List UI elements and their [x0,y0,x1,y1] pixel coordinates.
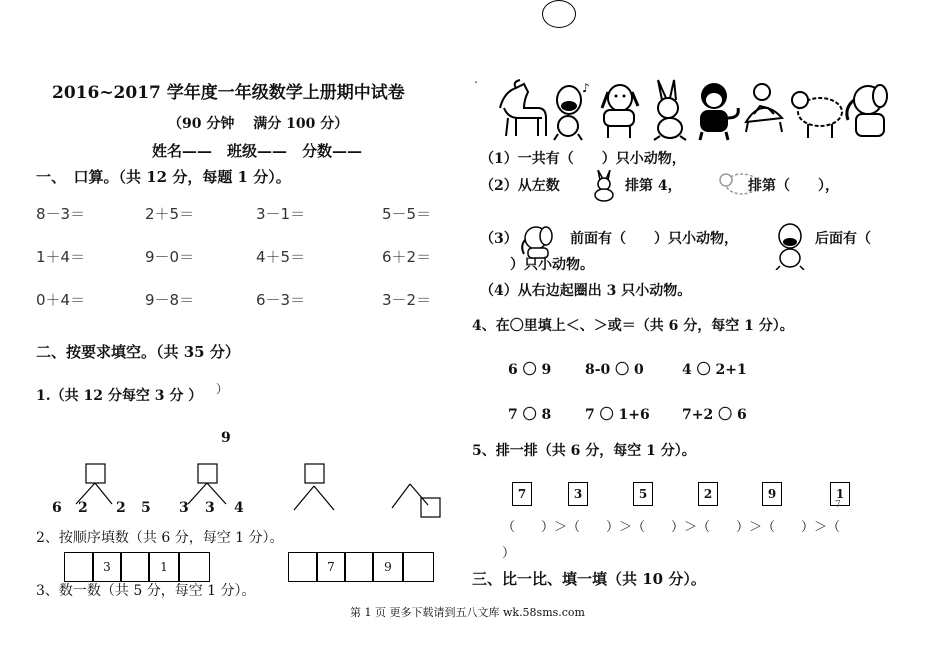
section6-heading: 三、比一比、填一填（共 10 分）。 [472,570,706,588]
order-blanks: （ ）＞（ ）＞（ ）＞（ ）＞（ ）＞（ [502,520,841,535]
dog-icon [602,85,638,138]
sequence-cell: 7 [316,552,346,582]
sequence-cell: 9 [372,552,404,582]
compare-item: 6 〇 9 [508,362,552,378]
tree-number: 5 [141,500,151,516]
calc-item: 1＋4＝ [36,248,86,266]
tree-number: 3 [205,500,215,516]
q1-paren: ） [216,382,229,396]
stray-dot: . [474,72,478,86]
number-card: 9 [762,482,782,506]
q1-label: 1.（共 12 分每空 3 分 ） [36,388,203,404]
right-q4: （4）从右边起圈出 3 只小动物。 [480,283,692,299]
calc-item: 3－2＝ [382,291,432,309]
right-q3-d: ）只小动物。 [510,257,594,273]
sequence-cell [288,552,318,582]
right-q3-c: 后面有（ [815,231,871,247]
right-q3-a: （3） [480,231,518,247]
exam-subtitle: （90 分钟 满分 100 分） [168,116,349,132]
number-card: 2 [698,482,718,506]
calc-item: 3－1＝ [256,205,306,223]
calc-item: 9－0＝ [145,248,195,266]
order-close: ） [502,546,516,561]
sequence-cell [178,552,210,582]
right-q2-b: 排第 4， [625,178,682,194]
right-q2-c: 排第（ ）， [748,178,839,194]
tree-top-number: 9 [221,430,231,446]
q3-label: 3、数一数（共 5 分，每空 1 分）。 [36,583,256,599]
sequence-cell: 3 [92,552,122,582]
turtle-icon [746,84,782,132]
sequence-cell [64,552,94,582]
tree-number: 6 [52,500,62,516]
elephant-icon [847,85,887,136]
rabbit-icon [588,170,620,202]
calc-item: 8－3＝ [36,205,86,223]
tree-number: 2 [116,500,126,516]
sequence-cell [120,552,150,582]
number-card: 3 [568,482,588,506]
page-circle [542,0,576,28]
compare-item: 4 〇 2+1 [682,362,747,378]
right-q3-b: 前面有（ ）只小动物， [570,231,738,247]
calc-item: 0＋4＝ [36,291,86,309]
q2-label: 2、按顺序填数（共 6 分，每空 1 分）。 [36,530,284,546]
page-footer: 第 1 页 更多下载请到五八文库 wk.58sms.com [350,606,585,619]
dog-icon [554,81,590,140]
section4-heading: 4、在〇里填上＜、＞或＝（共 6 分，每空 1 分）。 [472,318,794,334]
tree-number: 4 [234,500,244,516]
rabbit-icon [654,80,686,140]
section2-heading: 二、按要求填空。（共 35 分） [36,343,240,361]
student-info: 姓名—— 班级—— 分数—— [152,142,363,160]
svg-text:♪: ♪ [582,81,590,95]
section5-heading: 5、排一排（共 6 分，每空 1 分）。 [472,443,696,459]
calc-item: 4＋5＝ [256,248,306,266]
horse-icon [500,80,546,136]
compare-item: 7 〇 8 [508,407,552,423]
number-card: 5 [633,482,653,506]
calc-item: 6＋2＝ [382,248,432,266]
right-q1: （1）一共有（ ）只小动物， [480,151,686,167]
sequence-cell [402,552,434,582]
animals-row [494,78,894,142]
monkey-icon [700,83,738,140]
sequence-cell [344,552,374,582]
exam-title: 2016~2017 学年度一年级数学上册期中试卷 [52,83,405,103]
calc-item: 9－8＝ [145,291,195,309]
sequence-cell: 1 [148,552,180,582]
number-card: 7 [512,482,532,506]
tree-number: 2 [78,500,88,516]
calc-item: 2＋5＝ [145,205,195,223]
calc-item: 5－5＝ [382,205,432,223]
decomposition-trees [40,460,450,520]
right-q2-a: （2）从左数 [480,178,560,194]
card-subscript: 7 [835,500,841,510]
compare-item: 7 〇 1+6 [585,407,650,423]
dog-icon [768,222,812,270]
section1-heading: 一、 口算。（共 12 分，每题 1 分）。 [36,168,291,186]
compare-item: 7+2 〇 6 [682,407,747,423]
calc-item: 6－3＝ [256,291,306,309]
tree-number: 3 [179,500,189,516]
number-card: 1 [830,482,850,506]
sheep-icon [792,92,842,138]
compare-item: 8-0 〇 0 [585,362,644,378]
